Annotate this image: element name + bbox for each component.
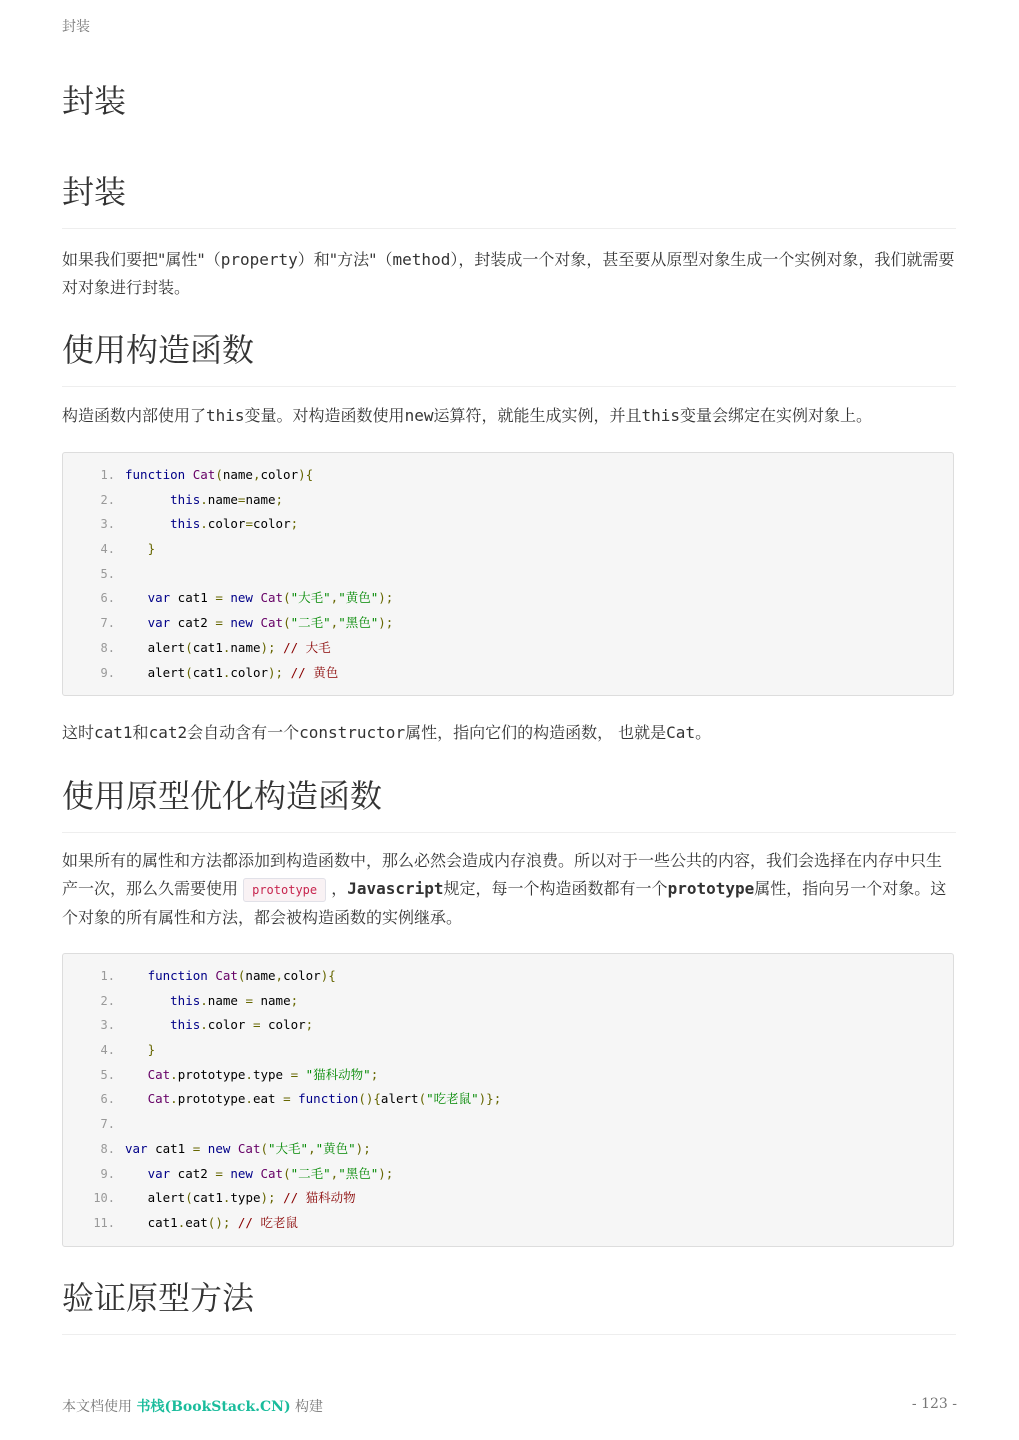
text-span: ）和"方法"（ [297, 250, 393, 269]
code-term: method [392, 250, 451, 269]
text-span: ， [326, 879, 348, 898]
code-token: var [147, 615, 171, 631]
code-token: cat2 [170, 1165, 216, 1181]
code-token: color [207, 516, 246, 532]
code-token: "大毛" [268, 1140, 309, 1156]
text-span: 如果所有的属性和方法都添加到构造函数中，那么必然会造成内存浪费。所以对于一些公共的内容，我们会选择在内存中只生产一次，那么久需要使用 [62, 851, 943, 898]
code-token: Cat [260, 615, 284, 631]
code-token: cat1 [147, 1140, 193, 1156]
encapsulation-paragraph [62, 246, 956, 302]
code-token: ){ [320, 968, 336, 983]
text-span: 会自动含有一个 [187, 723, 300, 742]
code-token: type [230, 1190, 261, 1206]
code-token: )}; [478, 1091, 502, 1107]
code-token: ; [370, 1066, 379, 1082]
text-span: 属性，指向它们的构造函数， 也就是 [405, 723, 667, 742]
code-token [230, 1141, 238, 1156]
code-token: alert [125, 639, 186, 655]
code-token: , [308, 1140, 316, 1156]
code-term: property [220, 250, 298, 269]
code-token: name [245, 968, 276, 983]
footer-credit [62, 1396, 323, 1416]
code-token: Cat [147, 1066, 171, 1082]
code-token [125, 1017, 170, 1032]
code-token: eat [252, 1091, 284, 1107]
code-token: ; [290, 516, 299, 532]
code-token: ( [283, 615, 291, 631]
section-heading-constructor: 使用构造函数 [62, 328, 956, 387]
code-token: (); [207, 1214, 231, 1230]
code-token: ( [418, 1091, 427, 1107]
code-token [125, 1166, 148, 1181]
code-token: . [170, 1091, 178, 1107]
code-line [63, 611, 953, 636]
code-token: (){ [358, 1091, 381, 1107]
code-token: color [230, 664, 269, 680]
code-token: "二毛" [290, 615, 331, 631]
code-token: color [283, 968, 321, 983]
code-token: ); [260, 1190, 276, 1206]
code-token [276, 640, 284, 655]
code-token: cat1 [192, 664, 223, 680]
code-token: alert [380, 1091, 419, 1107]
code-token: name [252, 992, 291, 1008]
inline-code-prototype: prototype [243, 878, 326, 902]
line-number: 3. [100, 1018, 115, 1033]
footer-bookstack-link[interactable]: 书栈(BookStack.CN) [136, 1399, 291, 1415]
code-token: alert [125, 1190, 186, 1206]
code-line [63, 1137, 953, 1162]
text-span: 变量会绑定在实例对象上。 [680, 406, 873, 425]
text-span: 构造函数内部使用了 [62, 406, 207, 425]
code-term: new [404, 406, 434, 425]
line-number: 7. [100, 616, 115, 631]
code-token: Cat [237, 1140, 261, 1156]
code-token: = [215, 590, 223, 606]
code-token: new [207, 1140, 231, 1156]
code-token: cat1 [170, 590, 216, 606]
code-token: , [330, 1165, 339, 1181]
code-token: color [260, 1017, 306, 1033]
line-number: 5. [100, 1067, 115, 1082]
code-token: , [275, 968, 284, 983]
code-token: color [252, 516, 291, 532]
code-token: this [170, 491, 201, 507]
code-token: cat1 [192, 1190, 223, 1206]
code-token: } [147, 1042, 156, 1058]
code-token: new [230, 1165, 253, 1181]
code-token: this [170, 992, 201, 1008]
code-token: "吃老鼠" [426, 1091, 479, 1107]
code-token: = [245, 992, 253, 1008]
line-number: 10. [93, 1191, 115, 1206]
code-token: // 黄色 [290, 664, 339, 680]
code-token: = [215, 615, 223, 631]
code-token: "二毛" [290, 1165, 331, 1181]
code-token: var [125, 1140, 148, 1156]
code-token: function [147, 968, 216, 983]
text-span: 变量。对构造函数使用 [244, 406, 405, 425]
code-line [63, 1013, 953, 1038]
code-token: ( [283, 1165, 291, 1181]
code-token: Cat [215, 968, 238, 983]
code-token: function [125, 467, 193, 482]
code-token: color [207, 1017, 253, 1033]
code-token: = [192, 1140, 201, 1156]
code-token: , [252, 467, 261, 482]
text-span: 如果我们要把"属性"（ [62, 250, 221, 269]
code-token [283, 665, 291, 680]
code-token: . [200, 992, 208, 1008]
code-token: new [230, 590, 253, 606]
code-line [63, 1162, 953, 1187]
code-token: . [200, 516, 208, 532]
line-number: 6. [100, 1092, 115, 1107]
code-token: . [177, 1214, 186, 1230]
code-token: ; [305, 1017, 314, 1033]
code-token: ); [260, 639, 276, 655]
code-token: . [222, 1190, 231, 1206]
line-number: 11. [93, 1215, 115, 1230]
code-token [125, 1067, 148, 1082]
bold-code-term: prototype [667, 879, 755, 898]
running-header: 封装 [62, 19, 90, 35]
page-number: - 123 - [911, 1396, 957, 1412]
code-token: "大毛" [290, 590, 331, 606]
code-token [125, 993, 170, 1008]
code-token: ; [290, 992, 299, 1008]
code-token: Cat [192, 467, 216, 482]
code-line [63, 661, 953, 686]
code-line [63, 964, 953, 989]
code-token: var [147, 590, 171, 606]
code-token: . [245, 1066, 253, 1082]
code-token: ( [215, 467, 223, 482]
code-token [298, 1067, 306, 1082]
text-span: 属性，指向另一个对象。这个对象的所有属性和方法，都会被构造函数的实例继承。 [62, 879, 947, 927]
code-token: name [222, 467, 253, 482]
code-line [63, 1112, 953, 1137]
code-token: ( [237, 968, 246, 983]
footer-prefix: 本文档使用 [62, 1399, 137, 1415]
code-token: function [298, 1091, 359, 1107]
code-token: // 猫科动物 [283, 1190, 356, 1206]
code-token: prototype [177, 1066, 246, 1082]
prototype-paragraph [62, 847, 956, 932]
code-token [125, 1042, 148, 1057]
code-token [125, 968, 148, 983]
text-span: 这时 [62, 723, 95, 742]
code-line [63, 586, 953, 611]
code-token: // 大毛 [283, 639, 331, 655]
code-token: = [283, 1091, 291, 1107]
code-token: new [230, 615, 253, 631]
code-token: this [170, 516, 201, 532]
code-term: cat1 [94, 723, 133, 742]
footer-suffix: 构建 [290, 1399, 324, 1415]
code-token: cat1 [192, 639, 223, 655]
text-span: 和 [132, 723, 149, 742]
line-number: 1. [100, 969, 115, 983]
section-heading-prototype: 使用原型优化构造函数 [62, 774, 956, 833]
code-line [63, 1038, 953, 1063]
line-number: 2. [100, 492, 115, 507]
line-number: 5. [100, 566, 115, 581]
code-token [125, 590, 148, 605]
code-token [200, 1141, 208, 1156]
code-line [63, 1087, 953, 1112]
code-token: ){ [298, 467, 314, 482]
code-term: constructor [299, 723, 406, 742]
code-token: // 吃老鼠 [237, 1214, 298, 1230]
text-span: 运算符，就能生成实例，并且 [433, 406, 642, 425]
code-token: "黄色" [315, 1140, 356, 1156]
code-token: . [200, 1017, 208, 1033]
code-token: = [290, 1066, 299, 1082]
line-number: 6. [100, 591, 115, 606]
code-token: name [207, 992, 246, 1008]
code-term: this [206, 406, 245, 425]
code-token: , [330, 590, 339, 606]
line-number: 7. [100, 1117, 115, 1132]
code-line [63, 562, 953, 587]
code-token: eat [185, 1214, 208, 1230]
code-line [63, 463, 953, 488]
line-number: 8. [100, 640, 115, 655]
code-term: cat2 [148, 723, 188, 742]
code-token: = [245, 516, 253, 532]
code-line [63, 1211, 953, 1236]
code-token: = [252, 1017, 261, 1033]
code-token: "黑色" [338, 615, 379, 631]
code-token: . [222, 664, 231, 680]
line-number: 9. [100, 1166, 115, 1181]
code-token: Cat [260, 1165, 284, 1181]
code-token: "猫科动物" [305, 1066, 371, 1082]
line-number: 8. [100, 1141, 115, 1156]
text-span: 。 [695, 723, 712, 742]
code-term: Cat [666, 723, 696, 742]
code-token: name [245, 491, 276, 507]
code-term: this [641, 406, 681, 425]
code-token: ( [283, 590, 291, 606]
code-token: ); [378, 615, 394, 631]
code-token: name [230, 639, 261, 655]
code-token [125, 541, 148, 556]
section-heading-verify-prototype: 验证原型方法 [62, 1276, 956, 1335]
code-token: = [237, 491, 246, 507]
code-token: cat2 [170, 615, 216, 631]
line-number: 3. [100, 517, 115, 532]
code-token: "黑色" [338, 1165, 379, 1181]
code-token: "黄色" [338, 590, 379, 606]
code-token [291, 1091, 299, 1106]
text-span: 规定，每一个构造函数都有一个 [443, 879, 668, 898]
code-token [230, 1215, 238, 1230]
code-token: this [170, 1017, 201, 1033]
code-token: ( [185, 639, 193, 655]
bold-code-term: Javascript [347, 879, 444, 898]
code-token: Cat [260, 590, 284, 606]
code-token [125, 492, 170, 507]
code-token: . [245, 1091, 253, 1107]
code-block-prototype [62, 953, 954, 1247]
code-token [125, 1091, 148, 1106]
page-title: 封装 [62, 82, 127, 120]
code-token: ( [185, 1190, 193, 1206]
code-token: ); [378, 590, 394, 606]
code-token: ); [378, 1165, 394, 1181]
code-token: } [147, 541, 156, 557]
code-token: alert [125, 664, 186, 680]
code-token: = [215, 1165, 223, 1181]
code-token [125, 615, 148, 630]
code-token: . [222, 639, 231, 655]
code-line [63, 488, 953, 513]
code-token [276, 1190, 284, 1205]
code-token: prototype [177, 1091, 246, 1107]
code-token: ( [260, 1140, 269, 1156]
code-token: color [260, 467, 299, 482]
code-token: cat1 [125, 1214, 178, 1230]
code-line [63, 989, 953, 1014]
line-number: 4. [100, 1043, 115, 1058]
code-token: ); [268, 664, 284, 680]
code-line [63, 1063, 953, 1088]
code-token: type [252, 1066, 291, 1082]
line-number: 2. [100, 993, 115, 1008]
code-line [63, 512, 953, 537]
code-token [125, 516, 170, 531]
constructor-intro-paragraph [62, 402, 956, 430]
code-token: , [330, 615, 339, 631]
code-token: . [200, 491, 208, 507]
code-line [63, 1186, 953, 1211]
code-line [63, 537, 953, 562]
code-line [63, 636, 953, 661]
line-number: 9. [100, 665, 115, 680]
code-token: ( [185, 664, 193, 680]
code-block-constructor [62, 452, 954, 696]
code-token: name [207, 491, 238, 507]
line-number: 4. [100, 542, 115, 557]
text-span: ），封装成一个对象，甚至要从原型对象生成一个实例对象，我们就需要对对象进行封装。 [62, 250, 955, 297]
line-number: 1. [100, 468, 115, 482]
code-token: var [147, 1165, 171, 1181]
section-heading-encapsulation: 封装 [62, 170, 956, 229]
code-token: ; [275, 491, 284, 507]
code-token: . [170, 1066, 178, 1082]
code-token: ); [355, 1140, 371, 1156]
code-token: Cat [147, 1091, 171, 1107]
constructor-after-paragraph [62, 719, 956, 747]
